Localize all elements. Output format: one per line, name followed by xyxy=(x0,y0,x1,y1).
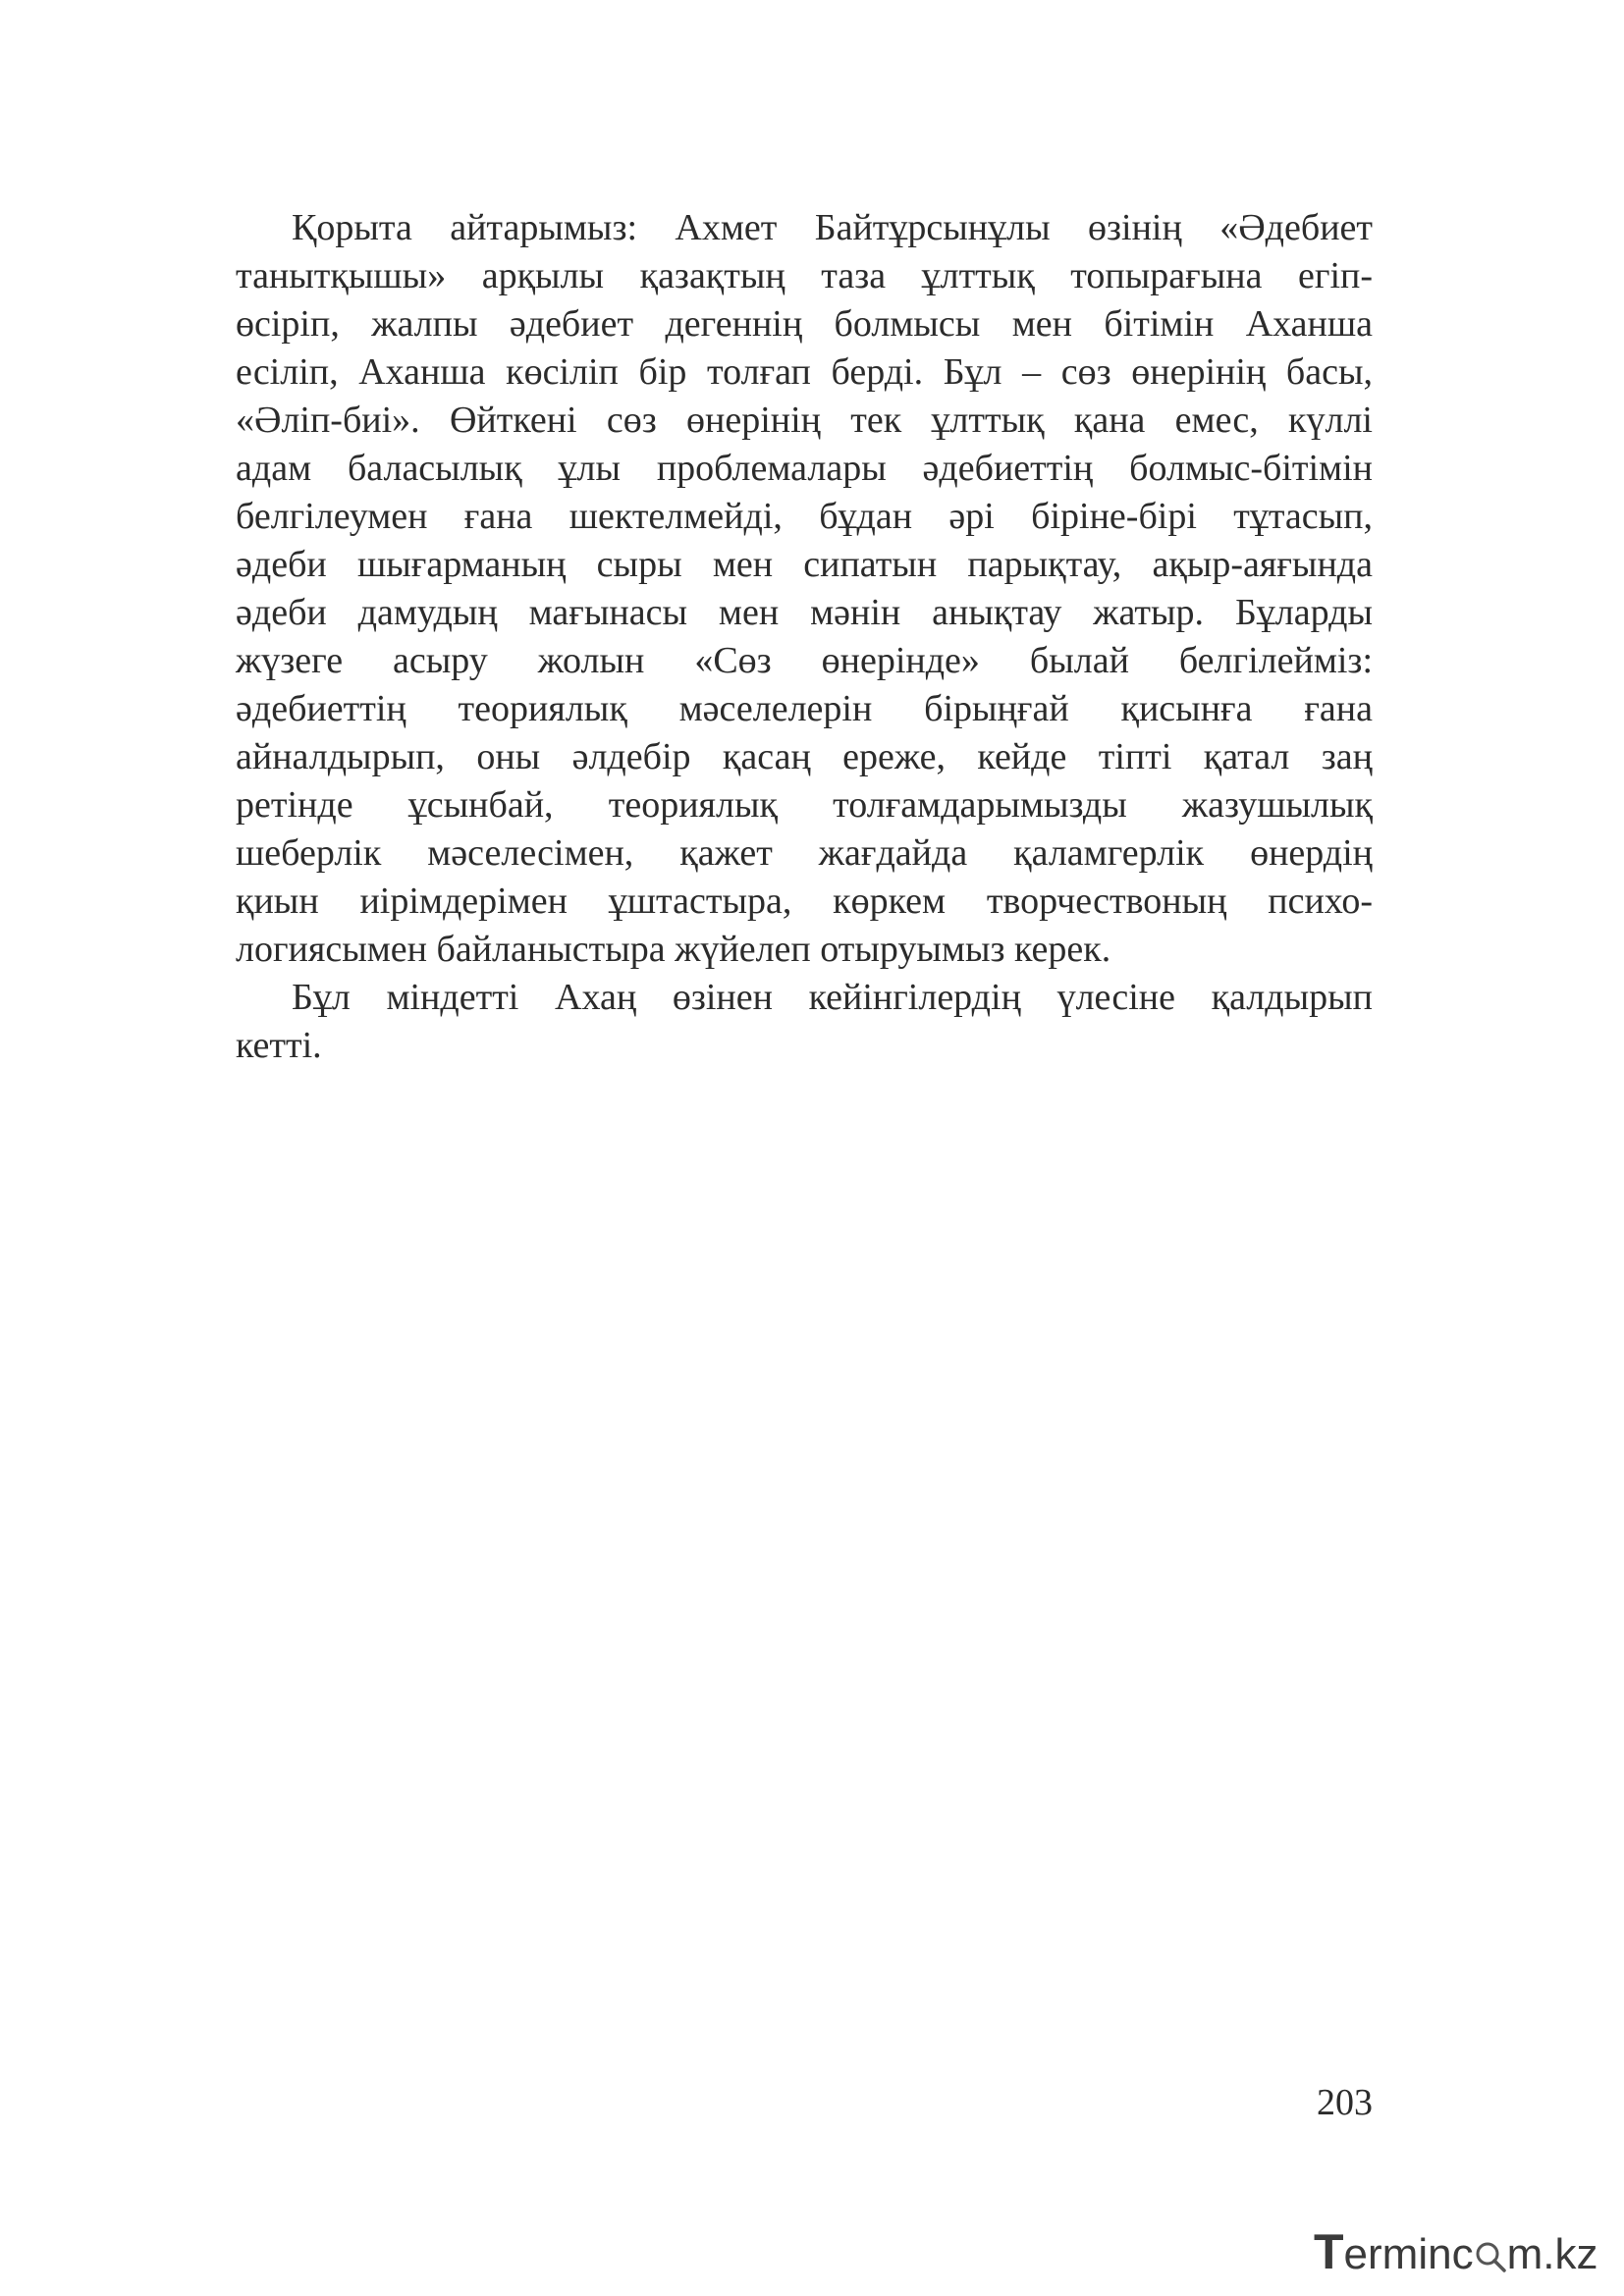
text-line: кетті. xyxy=(236,1025,322,1066)
text-line: танытқышы» арқылы қазақтың таза ұлттық топырағына егіп- xyxy=(236,255,1373,296)
text-line: Бұл міндетті Ахаң өзінен кейінгілердің үлесіне қалдырып xyxy=(292,977,1373,1018)
text-line: әдеби дамудың мағынасы мен мәнін анықтау жатыр. Бұларды xyxy=(236,592,1373,633)
watermark-middle-text: erminc xyxy=(1343,2230,1474,2278)
text-line: шеберлік мәселесімен, қажет жағдайда қаламгерлік өнердің xyxy=(236,832,1373,874)
text-line: айналдырып, оны әлдебір қасаң ереже, кейде тіпті қатал заң xyxy=(236,736,1373,777)
page-number: 203 xyxy=(1317,2082,1373,2123)
text-line: жүзеге асыру жолын «Сөз өнерінде» былай белгілейміз: xyxy=(236,640,1373,681)
text-line: «Әліп-биі». Өйткені сөз өнерінің тек ұлттық қана емес, күллі xyxy=(236,400,1373,441)
watermark-first-letter: T xyxy=(1314,2224,1344,2279)
text-line: Қорыта айтарымыз: Ахмет Байтұрсынұлы өзінің «Әдебиет xyxy=(292,207,1373,248)
body-text xyxy=(236,204,1373,1070)
magnifier-icon xyxy=(1475,2241,1506,2272)
watermark-logo xyxy=(1314,2220,1608,2283)
text-line: есіліп, Аханша көсіліп бір толғап берді. Бұл – сөз өнерінің басы, xyxy=(236,351,1373,393)
watermark-end-text: m.kz xyxy=(1506,2230,1598,2278)
text-line: әдебиеттің теориялық мәселелерін бірыңғай қисынға ғана xyxy=(236,688,1373,729)
text-line: қиын иірімдерімен ұштастыра, көркем творчествоның психо- xyxy=(236,881,1373,922)
text-line: белгілеумен ғана шектелмейді, бұдан әрі біріне-бірі тұтасып, xyxy=(236,496,1373,537)
text-line: ретінде ұсынбай, теориялық толғамдарымызды жазушылық xyxy=(236,784,1373,826)
text-line: әдеби шығарманың сыры мен сипатын парықтау, ақыр-аяғында xyxy=(236,544,1373,585)
text-line: логиясымен байланыстыра жүйелеп отыруымыз керек. xyxy=(236,929,1111,970)
text-line: адам баласылық ұлы проблемалары әдебиеттің болмыс-бітімін xyxy=(236,448,1373,489)
text-line: өсіріп, жалпы әдебиет дегеннің болмысы мен бітімін Аханша xyxy=(236,303,1373,345)
